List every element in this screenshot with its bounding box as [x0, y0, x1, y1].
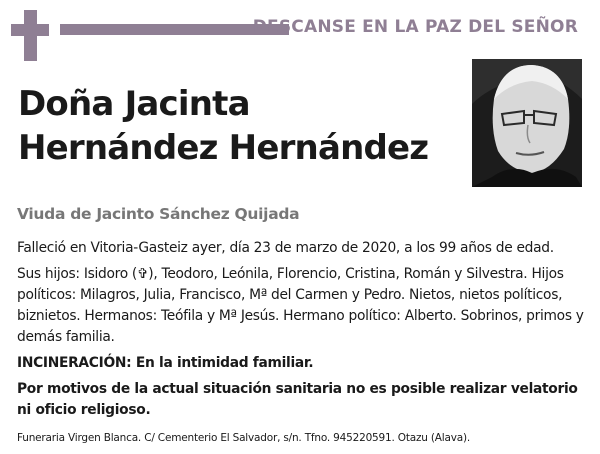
widow-of: Viuda de Jacinto Sánchez Quijada — [17, 205, 300, 223]
deceased-name — [18, 82, 428, 170]
covid-notice-line2: ni oficio religioso. — [17, 402, 151, 418]
cross-horizontal-bar — [11, 24, 49, 36]
covid-notice — [17, 379, 592, 421]
deceased-name-line1: Doña Jacinta — [18, 84, 250, 124]
header-title: DESCANSE EN LA PAZ DEL SEÑOR — [252, 17, 578, 37]
deceased-name-line2: Hernández Hernández — [18, 128, 429, 168]
deceased-photo — [472, 59, 582, 187]
funeral-home-info: Funeraria Virgen Blanca. C/ Cementerio El Salvador, s/n. Tfno. 945220591. Otazu (Alava). — [17, 432, 471, 444]
death-notice: Falleció en Vitoria-Gasteiz ayer, día 23 de marzo de 2020, a los 99 años de edad. — [17, 240, 554, 256]
covid-notice-line1: Por motivos de la actual situación sanitaria no es posible realizar velatorio — [17, 381, 578, 397]
announcement-body — [17, 238, 592, 421]
portrait-image — [472, 59, 582, 187]
cremation-text: INCINERACIÓN: En la intimidad familiar. — [17, 355, 314, 371]
family-list: Sus hijos: Isidoro (✞), Teodoro, Leónila, Florencio, Cristina, Román y Silvestra. Hijos políticos: Milagros, Julia, Francisco, Mª del Carmen y Pedro. Nietos, nietos políticos, biznietos. Hermanos: Teófila y Mª Jesús. Hermano político: Alberto. Sobrinos, primos y demás familia. — [17, 266, 584, 345]
cremation-notice — [17, 353, 592, 374]
